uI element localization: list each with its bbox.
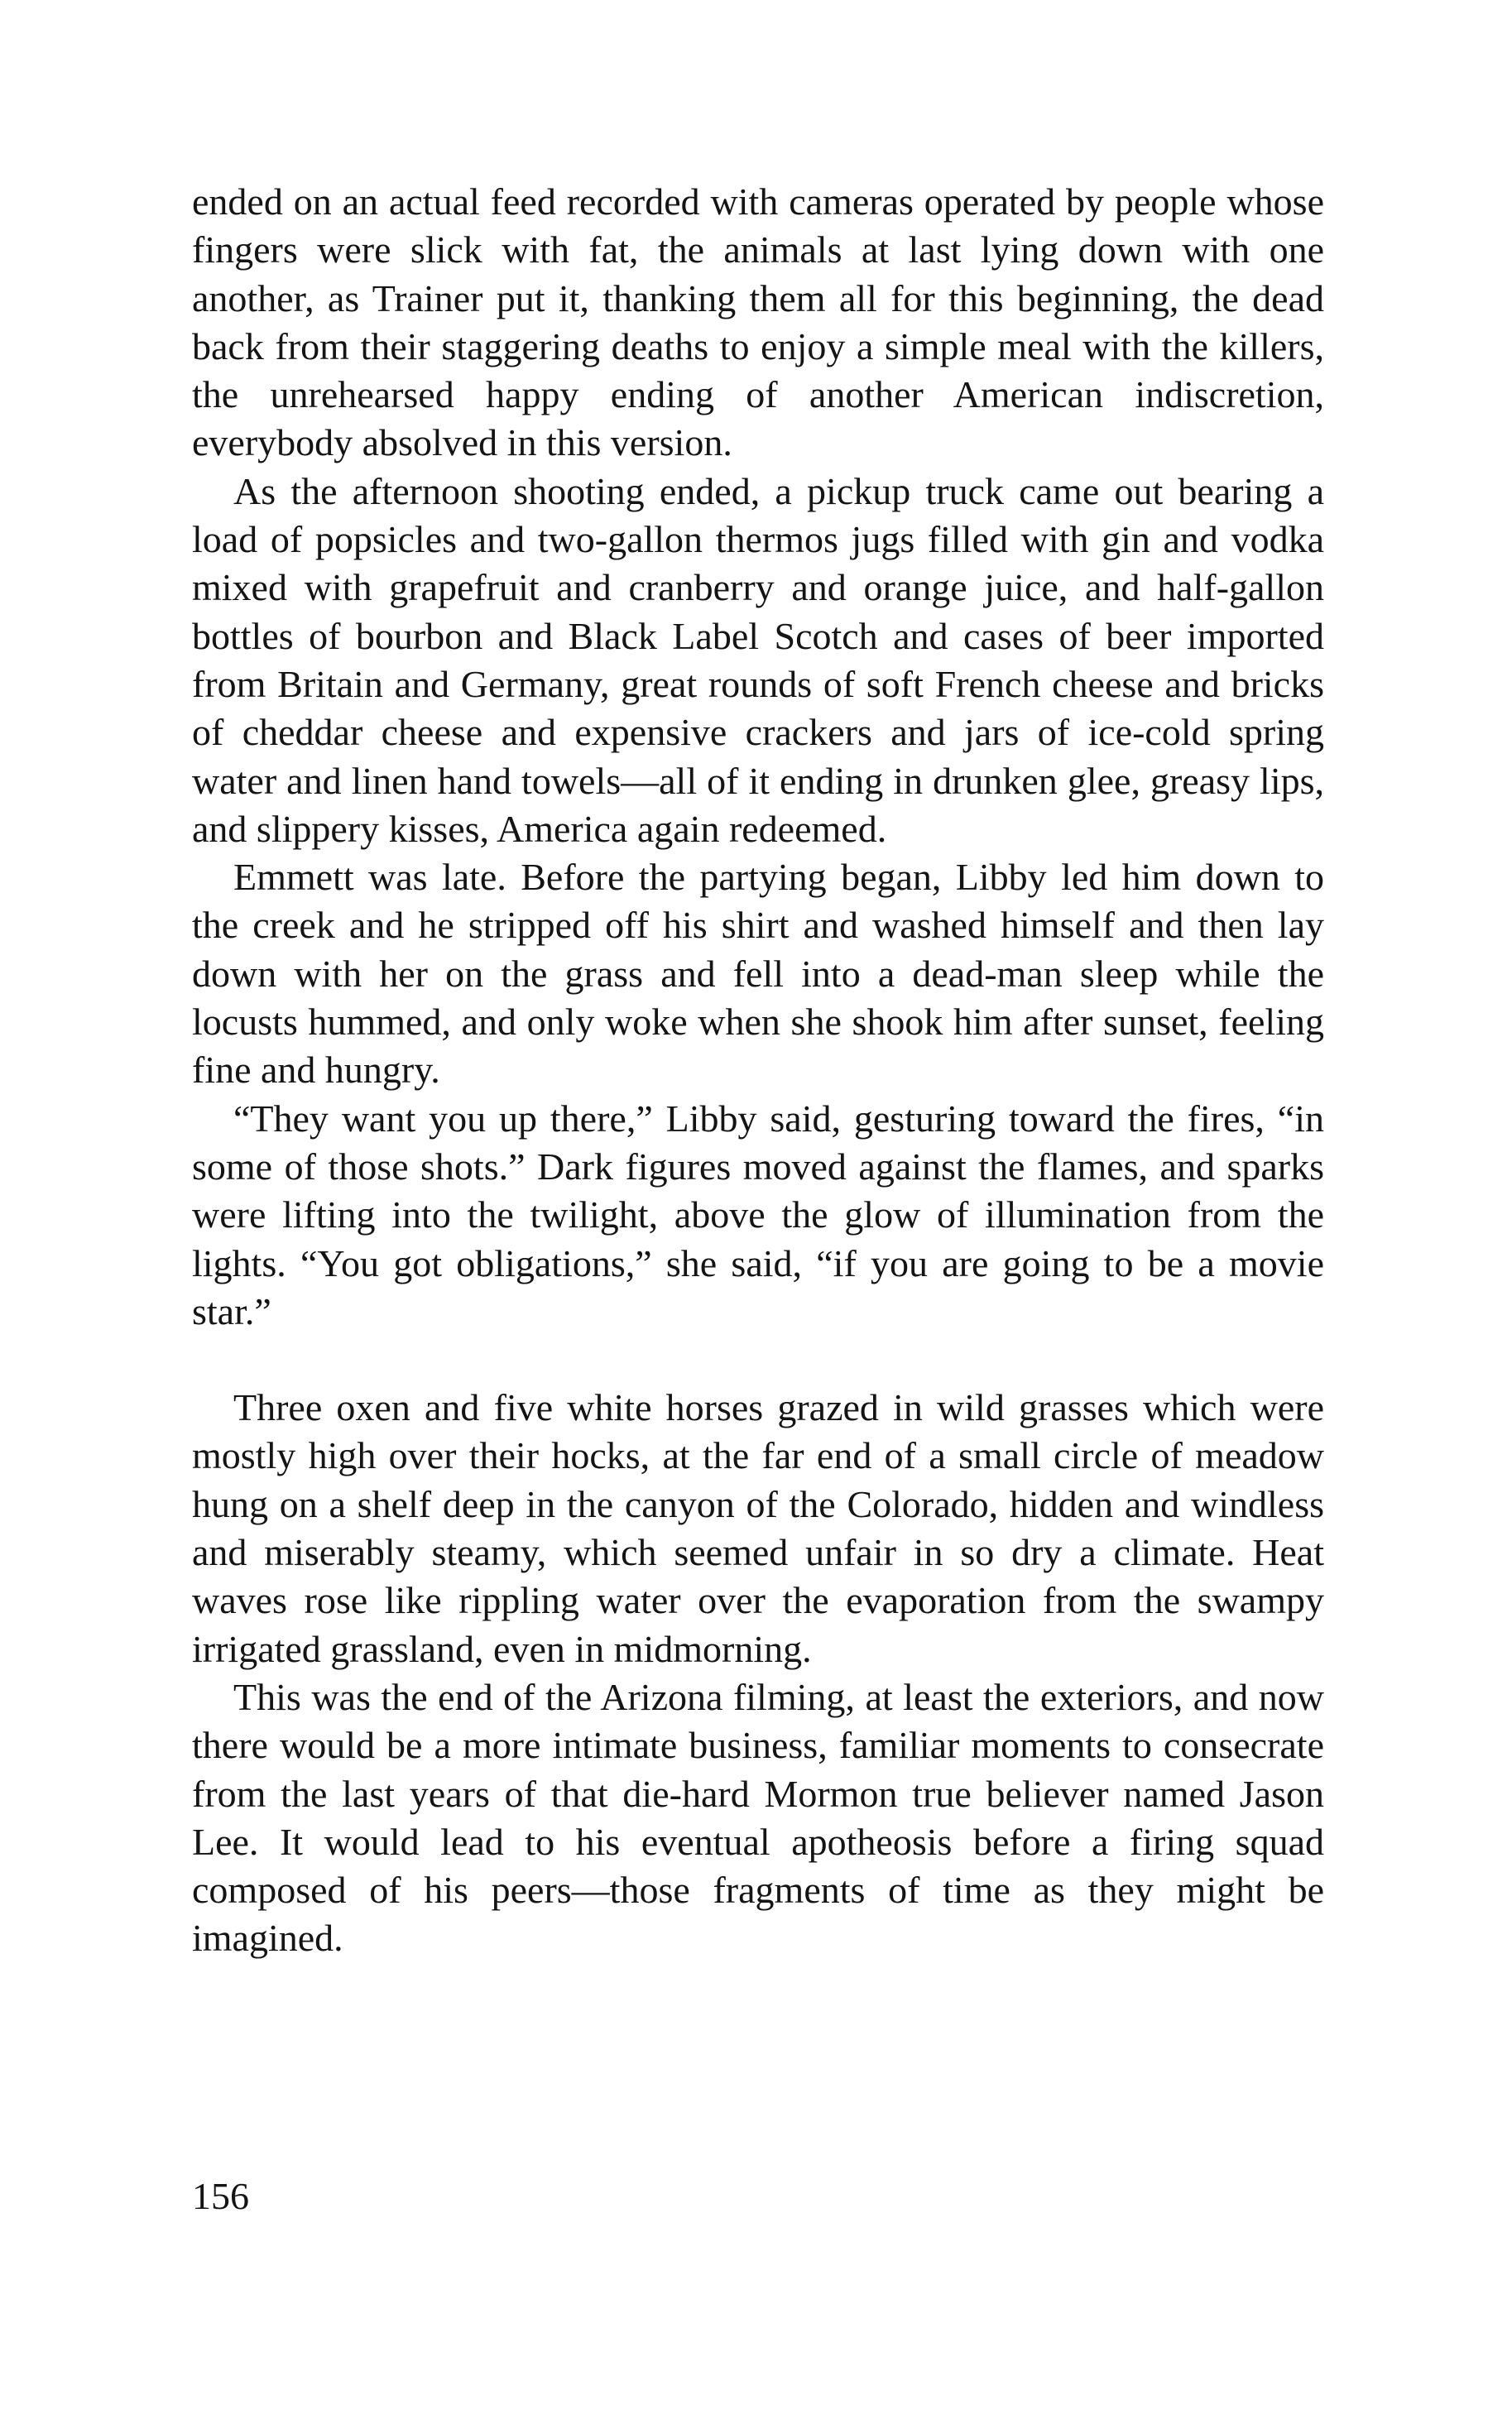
paragraph: This was the end of the Arizona filming, at least the exteriors, and now there would be a more intimate business, familiar moments to consecrate from the last years of that die-hard Mormon true believer named Jason Lee. It would lead to his eventual apotheosis before a firing squad composed of his peers—those fragments of time as they might be imagined. [192, 1675, 1324, 1960]
body-text [192, 178, 1324, 1963]
paragraph: Three oxen and five white horses grazed in wild grasses which were mostly high over their hocks, at the far end of a small circle of meadow hung on a shelf deep in the canyon of the Colorado, hidden and windless and miserably steamy, which seemed unfair in so dry a climate. Heat waves rose like rippling water over the evaporation from the swampy irrigated grassland, even in midmorning. [192, 1386, 1324, 1670]
paragraph: Emmett was late. Before the partying began, Libby led him down to the creek and he stripped off his shirt and washed himself and then lay down with her on the grass and fell into a dead-man sleep while the locusts hummed, and only woke when she shook him after sunset, feeling fine and hungry. [192, 856, 1324, 1092]
page-number: 156 [192, 2175, 249, 2217]
paragraph: As the afternoon shooting ended, a pickup truck came out bearing a load of popsicles and two-gallon thermos jugs filled with gin and vodka mixed with grapefruit and cranberry and orange juice, and half-gallon bottles of bourbon and Black Label Scotch and cases of beer imported from Britain and Germany, great rounds of soft French cheese and bricks of cheddar cheese and expensive crackers and jars of ice-cold spring water and linen hand towels—all of it ending in drunken glee, greasy lips, and slippery kisses, America again redeemed. [192, 469, 1324, 850]
section-break [192, 1336, 1324, 1384]
paragraph: ended on an actual feed recorded with cameras operated by people whose fingers were slick with fat, the animals at last lying down with one another, as Trainer put it, thanking them all for this beginning, the dead back from their staggering deaths to enjoy a simple meal with the killers, the unrehearsed happy ending of another American indiscretion, everybody absolved in this version. [192, 180, 1324, 464]
paragraph: “They want you up there,” Libby said, gesturing toward the fires, “in some of those shots.” Dark figures moved against the flames, and sparks were lifting into the twilight, above the glow of illumination from the lights. “You got obligations,” she said, “if you are going to be a movie star.” [192, 1097, 1324, 1332]
